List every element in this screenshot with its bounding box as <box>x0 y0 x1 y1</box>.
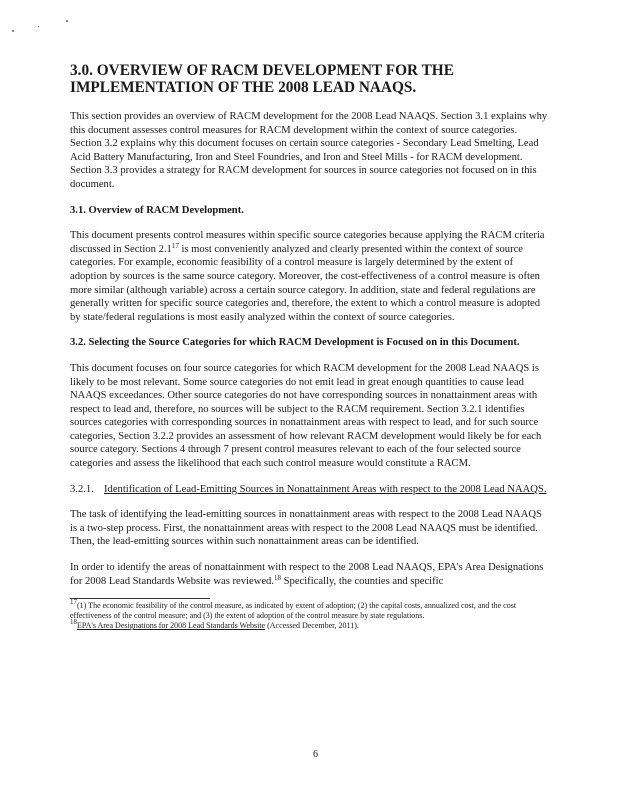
footnote-ref-18[interactable]: 18 <box>274 573 281 582</box>
section-heading <box>70 62 548 96</box>
subsection-3-2-1-paragraph-1: The task of identifying the lead-emitting sources in nonattainment areas with respect to the 2008 Lead NAAQS is a two-step process. First, the nonattainment areas with respect to the 2008 Lead NAAQS must be identified. Then, the lead-emitting sources within such nonattainment areas can be identified. <box>70 509 542 548</box>
s321-text-b: Specifically, the counties and specific <box>281 575 444 587</box>
footnote-17 <box>70 598 548 621</box>
s31-text-b: is most conveniently analyzed and clearly presented within the context of source categories. For example, economic feasibility of a control measure is largely determined by the extent of adoption by sources is the same source category. Moreover, the cost-effectiveness of a control measure is often more similar (although variable) across a certain source category. In addition, state and federal regulations are generally written for specific source categories and, therefore, the extent to which a control measure is adopted by state/federal regulations is most easily analyzed within the context of source categories. <box>70 243 541 323</box>
scan-speck <box>66 20 68 22</box>
footnote-18-marker: 18 <box>70 618 77 627</box>
s31-text-a: This document presents control measures within specific source categories because applying the RACM criteria discussed in Section 2.1 <box>70 230 545 255</box>
subsection-3-1-title: 3.1. Overview of RACM Development. <box>70 204 244 216</box>
subsection-3-1-paragraph <box>70 229 548 324</box>
footnote-18-link[interactable]: EPA's Area Designations for 2008 Lead Standards Website <box>77 621 266 631</box>
section-heading-line2: IMPLEMENTATION OF THE 2008 LEAD NAAQS. <box>70 79 417 96</box>
subsection-3-2-1-paragraph-2 <box>70 561 548 588</box>
footnote-divider <box>70 598 210 599</box>
footnote-18 <box>70 618 548 631</box>
footnote-17-text: (1) The economic feasibility of the control measure, as indicated by extent of adoption; (2) the capital costs, annualized cost, and the cost effectiveness of the control measure; and (3) the extent of adoption of the control measure by state regulations. <box>70 601 517 621</box>
subsection-3-2-title: 3.2. Selecting the Source Categories for which RACM Development is Focused on in this Document. <box>70 337 520 349</box>
subsection-3-2-1-number: 3.2.1. <box>70 483 94 495</box>
footnote-18-rest: (Accessed December, 2011). <box>265 621 359 631</box>
document-page <box>70 62 548 631</box>
subsection-3-2-1-title: Identification of Lead-Emitting Sources in Nonattainment Areas with respect to the 2008 Lead NAAQS. <box>104 483 547 495</box>
s321-text-a: In order to identify the areas of nonattainment with respect to the 2008 Lead NAAQS, EPA's Area Designations for 2008 Lead Standards Website was reviewed. <box>70 562 544 587</box>
subsection-3-2-paragraph: This document focuses on four source categories for which RACM development for the 2008 Lead NAAQS is likely to be most relevant. Some source categories do not emit lead in great enough quantities to cause lead NAAQS exceedances. Other source categories do not have corresponding sources in nonattainment areas with respect to lead and, therefore, no sources will be subject to the RACM requirement. Section 3.2.1 identifies sources categories with corresponding sources in nonattainment areas with respect to lead, and for such source categories, Section 3.2.2 provides an assessment of how relevant RACM development would likely be for each source category. Sections 4 through 7 present control measures relevant to each of the four selected source categories and assess the likelihood that each such control measure would constitute a RACM. <box>70 362 542 470</box>
footnote-ref-17[interactable]: 17 <box>171 241 179 250</box>
scan-speck <box>38 26 39 27</box>
scan-speck <box>12 30 14 32</box>
section-heading-line1: 3.0. OVERVIEW OF RACM DEVELOPMENT FOR THE <box>70 62 454 79</box>
page-number: 6 <box>313 749 318 760</box>
subsection-3-2-1-heading <box>70 483 548 497</box>
footnote-17-marker: 17 <box>70 598 77 607</box>
intro-paragraph: This section provides an overview of RACM development for the 2008 Lead NAAQS. Section 3.1 explains why this document assesses control measures for RACM development within the context of source categories. Section 3.2 explains why this document focuses on certain source categories - Secondary Lead Smelting, Lead Acid Battery Manufacturing, Iron and Steel Foundries, and Iron and Steel Mills - for RACM development. Section 3.3 provides a strategy for RACM development for sources in source categories not focused on in this document. <box>70 111 548 190</box>
